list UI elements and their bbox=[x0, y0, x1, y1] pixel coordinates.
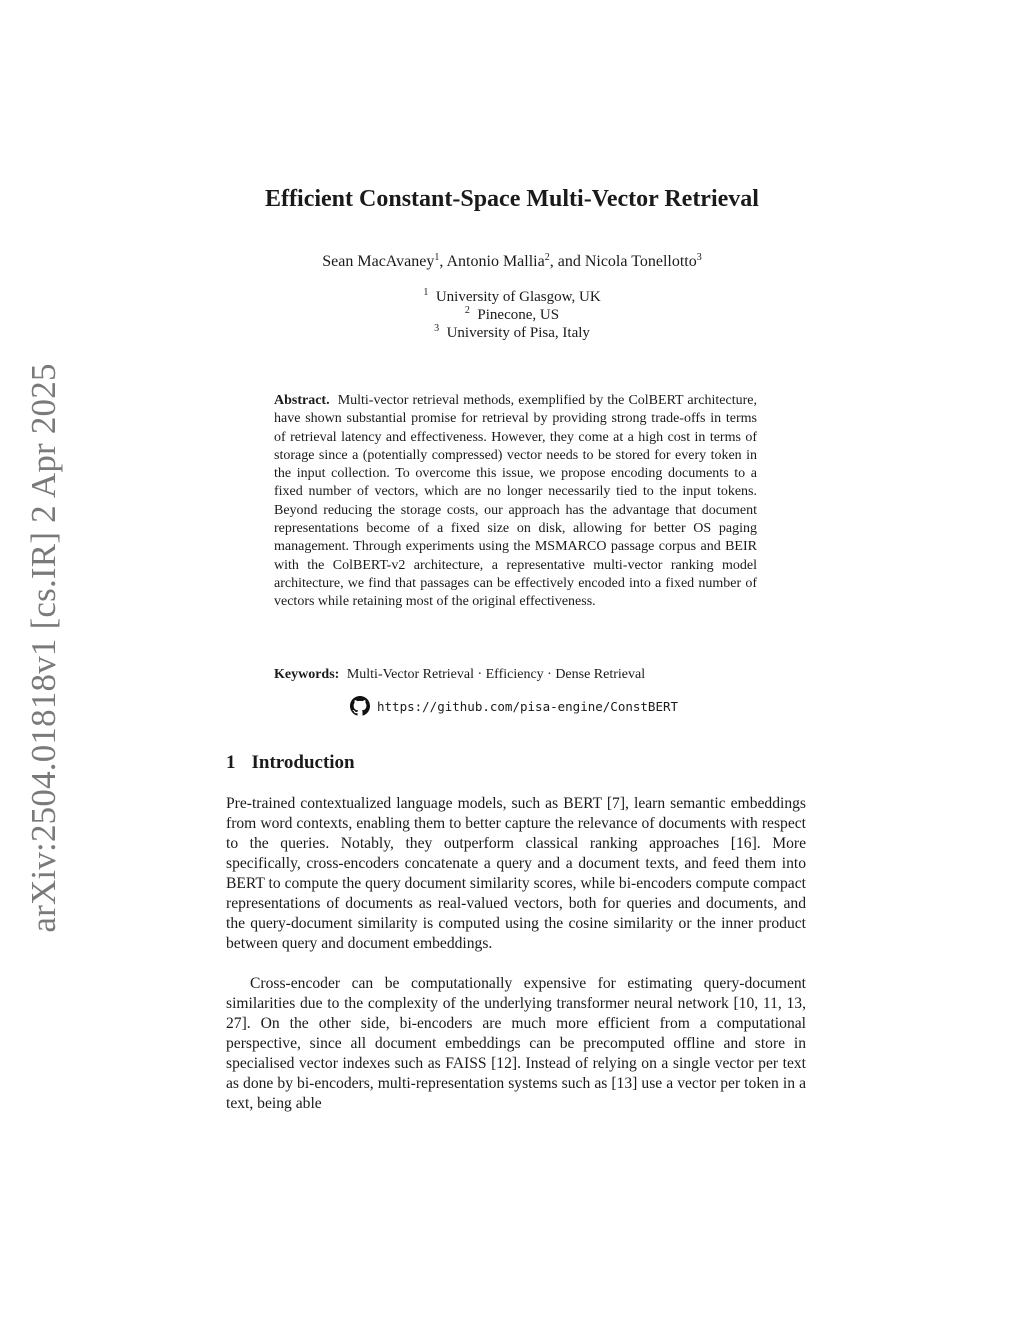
author-separator: , and bbox=[549, 253, 585, 270]
affiliation-text: University of Glasgow, UK bbox=[435, 289, 601, 305]
section-number: 1 bbox=[226, 752, 236, 773]
affiliation-mark: 3 bbox=[434, 323, 440, 334]
body-paragraph: Pre-trained contextualized language models, such as BERT [7], learn semantic embeddings from word contexts, enabling them to better capture the relevance of documents with respect to the queries. Notably, they outperform classical ranking approaches [16]. More specifically, cross-encoders concatenate a query and a document texts, and feed them into BERT to compute the query document similarity scores, while bi-encoders compute compact representations of documents as real-valued vectors, both for queries and documents, and the query-document similarity is computed using the cosine similarity or the inner product between query and document embeddings. bbox=[226, 795, 806, 952]
section-heading bbox=[226, 752, 355, 774]
affiliation-mark: 2 bbox=[464, 305, 470, 316]
author-list bbox=[0, 253, 1024, 271]
abstract bbox=[274, 392, 757, 612]
repository-link[interactable] bbox=[350, 696, 678, 716]
github-icon bbox=[350, 696, 370, 716]
author-name: Sean MacAvaney bbox=[322, 253, 435, 270]
keywords-heading: Keywords: bbox=[274, 667, 340, 682]
affiliation bbox=[0, 289, 1024, 306]
affiliation-text: University of Pisa, Italy bbox=[446, 325, 590, 341]
affiliation-text: Pinecone, US bbox=[477, 307, 560, 323]
section-title-text: Introduction bbox=[251, 752, 355, 773]
repository-url[interactable]: https://github.com/pisa-engine/ConstBERT bbox=[377, 698, 679, 714]
author-name: Antonio Mallia bbox=[446, 253, 545, 270]
keywords-text: Multi-Vector Retrieval · Efficiency · Dense Retrieval bbox=[346, 667, 646, 682]
abstract-text: Multi-vector retrieval methods, exemplified by the ColBERT architecture, have shown substantial promise for retrieval by providing strong trade-offs in terms of retrieval latency and effectiveness. However, they come at a high cost in terms of storage since a (potentially compressed) vector needs to be stored for every token in the input collection. To overcome this issue, we propose encoding documents to a fixed number of vectors, which are no longer necessarily tied to the input tokens. Beyond reducing the storage costs, our approach has the advantage that document representations become of a fixed size on disk, allowing for better OS paging management. Through experiments using the MSMARCO passage corpus and BEIR with the ColBERT-v2 architecture, a representative multi-vector ranking model architecture, we find that passages can be effectively encoded into a fixed number of vectors while retaining most of the original effectiveness. bbox=[274, 393, 757, 610]
author-name: Nicola Tonellotto bbox=[584, 253, 697, 270]
author-separator: , bbox=[439, 253, 447, 270]
author-affiliation-mark: 2 bbox=[544, 252, 550, 263]
body-paragraph: Cross-encoder can be computationally expensive for estimating query-document similarities due to the complexity of the underlying transformer neural network [10, 11, 13, 27]. On the other side, bi-encoders are much more efficient from a computational perspective, since all document embeddings can be precomputed offline and store in specialised vector indexes such as FAISS [12]. Instead of relying on a single vector per text as done by bi-encoders, multi-representation systems such as [13] use a vector per token in a text, being able bbox=[226, 975, 806, 1112]
author-affiliation-mark: 1 bbox=[434, 252, 440, 263]
author-affiliation-mark: 3 bbox=[696, 252, 702, 263]
paper-title: Efficient Constant-Space Multi-Vector Retrieval bbox=[265, 186, 759, 212]
keywords bbox=[274, 667, 757, 683]
affiliation-mark: 1 bbox=[423, 287, 429, 298]
affiliation bbox=[0, 325, 1024, 342]
arxiv-identifier-text: arXiv:2504.01818v1 [cs.IR] 2 Apr 2025 bbox=[24, 363, 63, 933]
affiliation bbox=[0, 307, 1024, 324]
abstract-heading: Abstract. bbox=[274, 393, 330, 408]
